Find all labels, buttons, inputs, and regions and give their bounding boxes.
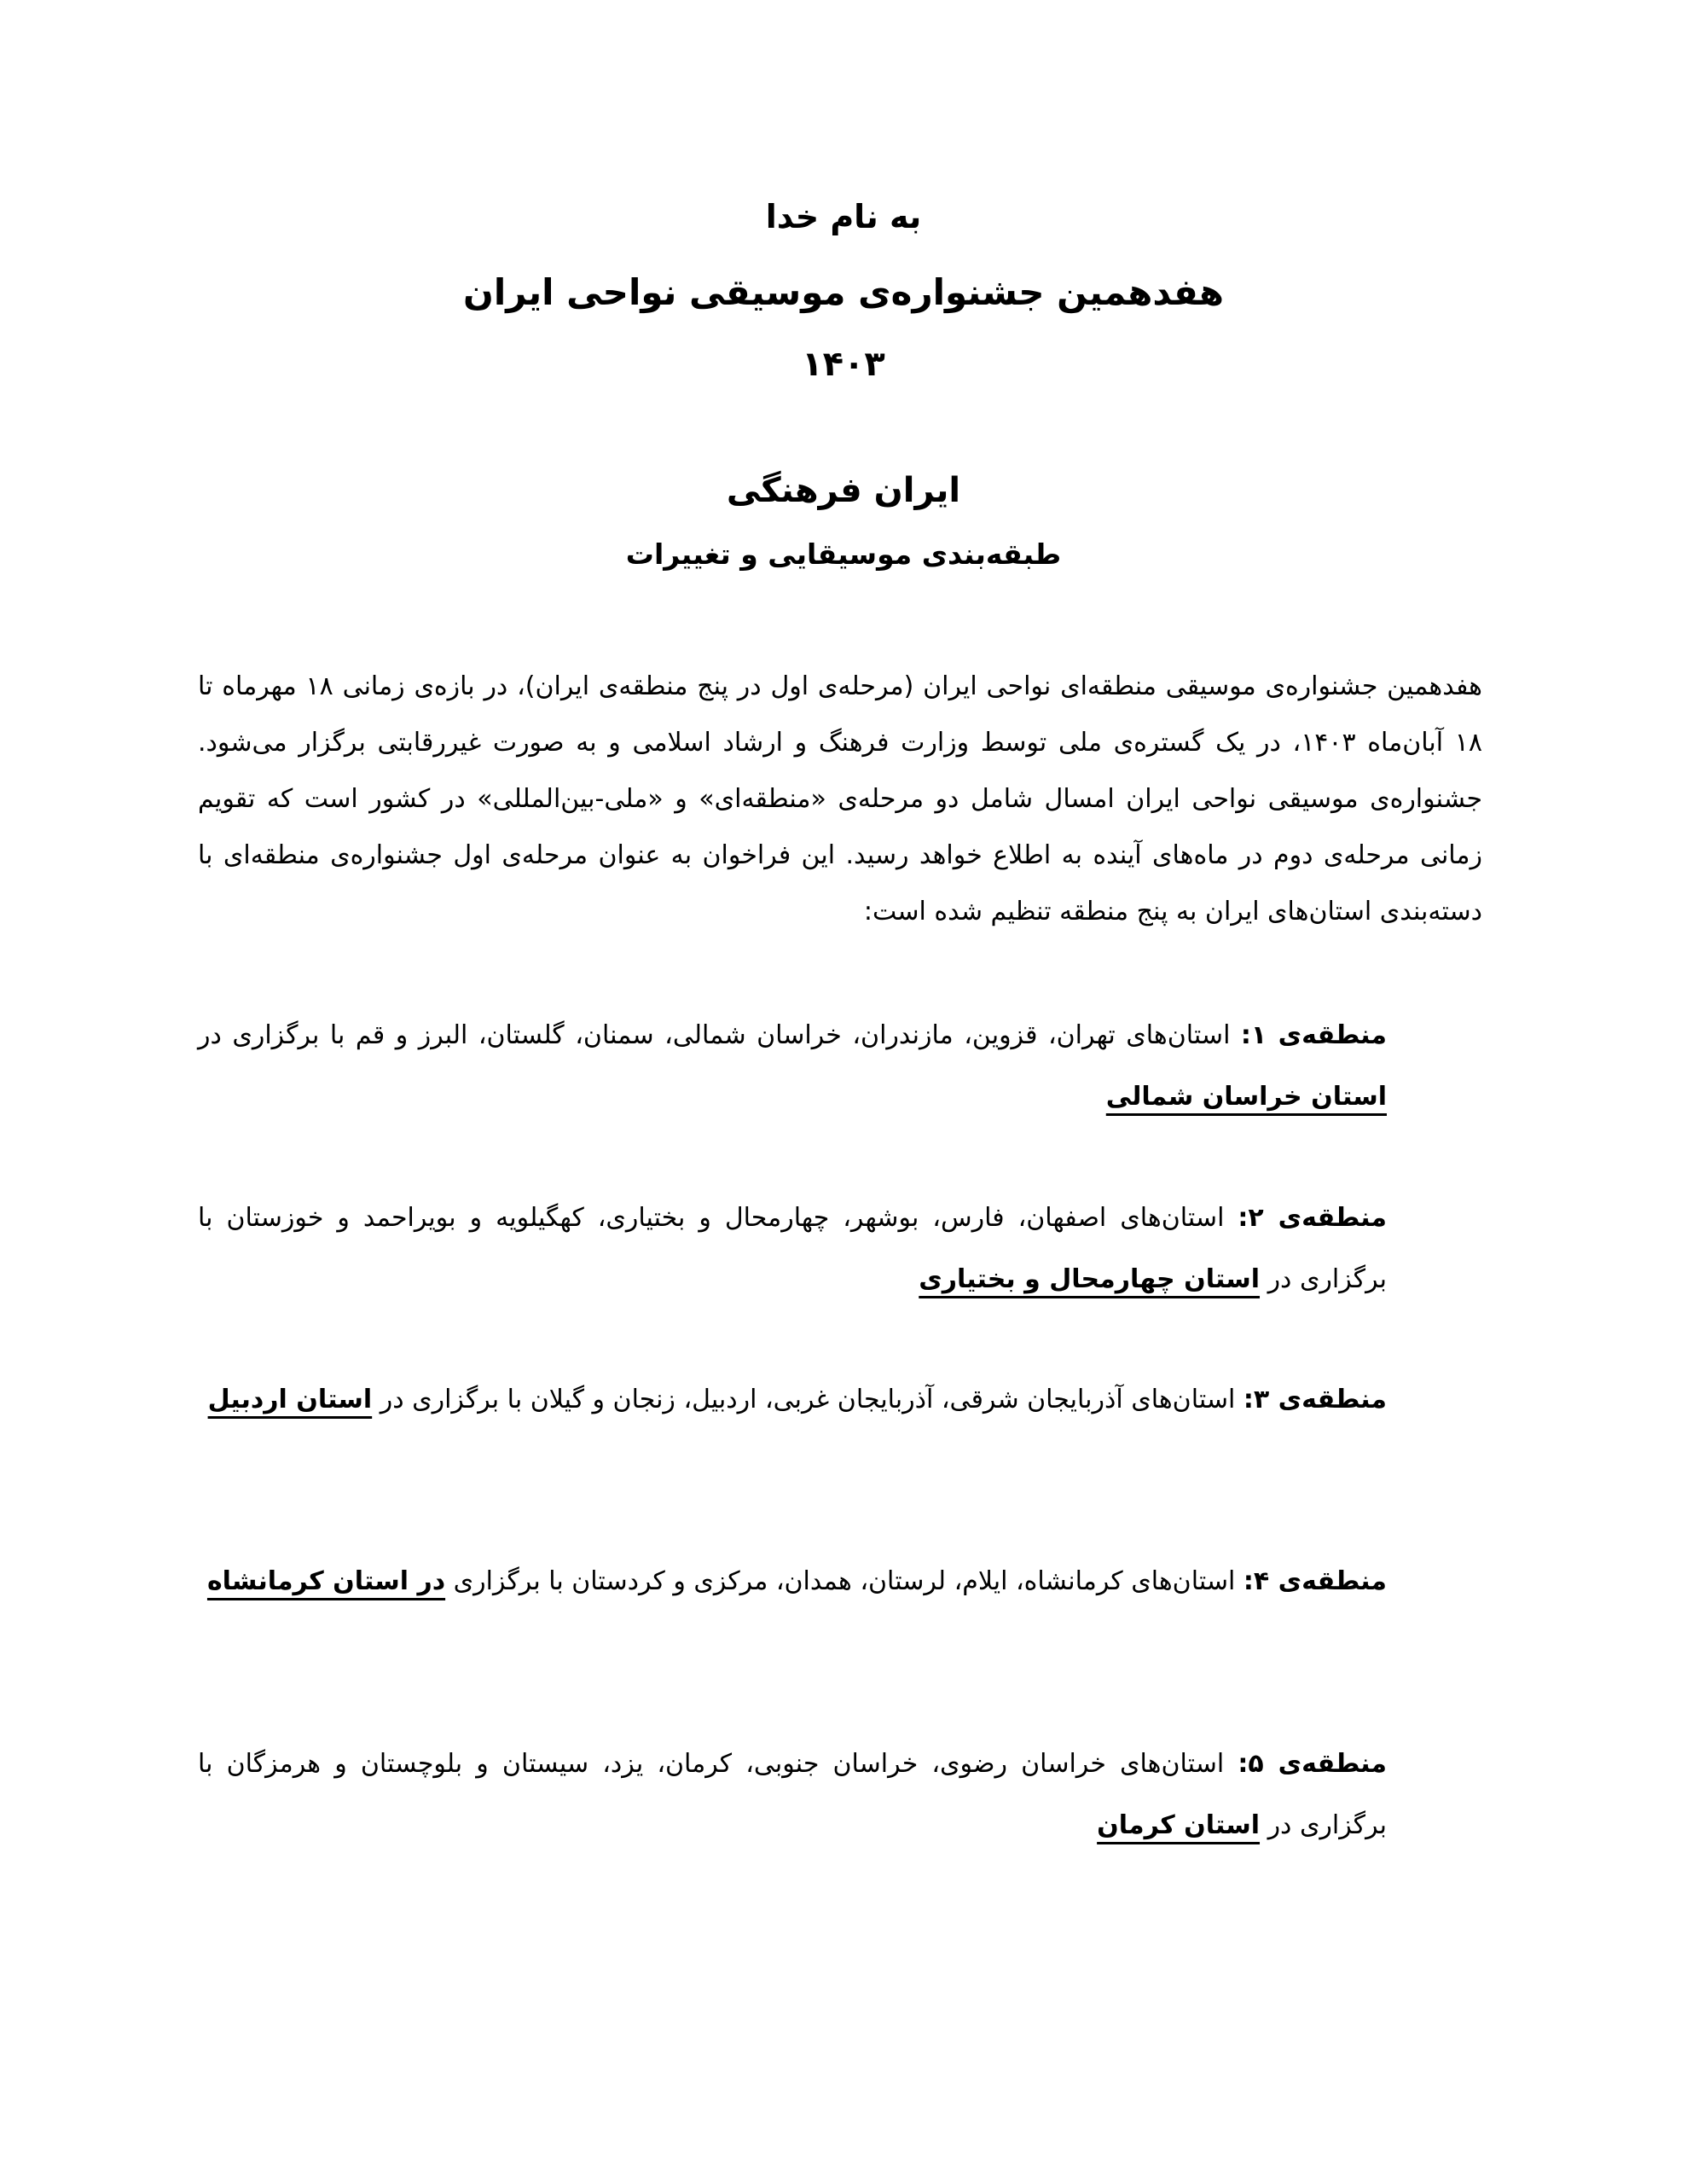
region-venue: استان چهارمحال و بختیاری	[919, 1264, 1261, 1294]
festival-year: ۱۴۰۳	[802, 345, 885, 384]
region-item	[198, 1005, 1387, 1128]
region-provinces: استان‌های اصفهان، فارس، بوشهر، چهارمحال و بختیاری، کهگیلویه و بویراحمد و خوزستان با برگزاری در	[198, 1203, 1387, 1294]
section-subtitle: طبقه‌بندی موسیقایی و تغییرات	[625, 537, 1062, 571]
region-item	[198, 1734, 1387, 1856]
intro-paragraph: هفدهمین جشنواره‌ی موسیقی منطقه‌ای نواحی ایران (مرحله‌ی اول در پنج منطقه‌ی ایران)، در بازه‌ی زمانی ۱۸ مهرماه تا ۱۸ آبان‌ماه ۱۴۰۳، در یک گستره‌ی ملی توسط وزارت فرهنگ و ارشاد اسلامی و به صورت غیررقابتی برگزار می‌شود. جشنواره‌ی موسیقی نواحی ایران امسال شامل دو مرحله‌ی «منطقه‌ای» و «ملی-بین‌المللی» در کشور است که تقویم زمانی مرحله‌ی دوم در ماه‌های آینده به اطلاع خواهد رسید. این فراخوان به عنوان مرحله‌ی اول جشنواره‌ی منطقه‌ای با دسته‌بندی استان‌های ایران به پنج منطقه تنظیم شده است:	[198, 671, 1482, 926]
region-label: منطقه‌ی ۴:	[1243, 1566, 1387, 1596]
region-provinces: استان‌های تهران، قزوین، مازندران، خراسان شمالی، سمنان، گلستان، البرز و قم با برگزاری در	[198, 1020, 1241, 1050]
region-venue: استان خراسان شمالی	[1105, 1082, 1387, 1112]
section-title: ایران فرهنگی	[726, 471, 961, 510]
festival-title: هفدهمین جشنواره‌ی موسیقی نواحی ایران	[463, 271, 1224, 313]
region-item	[198, 1369, 1387, 1431]
region-label: منطقه‌ی ۳:	[1243, 1385, 1387, 1414]
region-item	[198, 1188, 1387, 1310]
region-venue: استان اردبیل	[207, 1385, 373, 1414]
region-label: منطقه‌ی ۲:	[1238, 1203, 1387, 1233]
region-item	[198, 1551, 1387, 1612]
basmala-heading: به نام خدا	[765, 198, 922, 235]
region-provinces: استان‌های کرمانشاه، ایلام، لرستان، همدان، مرکزی و کردستان با برگزاری	[445, 1566, 1244, 1596]
region-provinces: استان‌های آذربایجان شرقی، آذربایجان غربی، اردبیل، زنجان و گیلان با برگزاری در	[372, 1385, 1244, 1414]
region-label: منطقه‌ی ۱:	[1240, 1020, 1387, 1050]
region-provinces: استان‌های خراسان رضوی، خراسان جنوبی، کرمان، یزد، سیستان و بلوچستان و هرمزگان با برگزاری در	[198, 1749, 1387, 1840]
region-label: منطقه‌ی ۵:	[1238, 1749, 1387, 1779]
region-venue: در استان کرمانشاه	[206, 1566, 446, 1596]
region-venue: استان کرمان	[1097, 1810, 1261, 1840]
